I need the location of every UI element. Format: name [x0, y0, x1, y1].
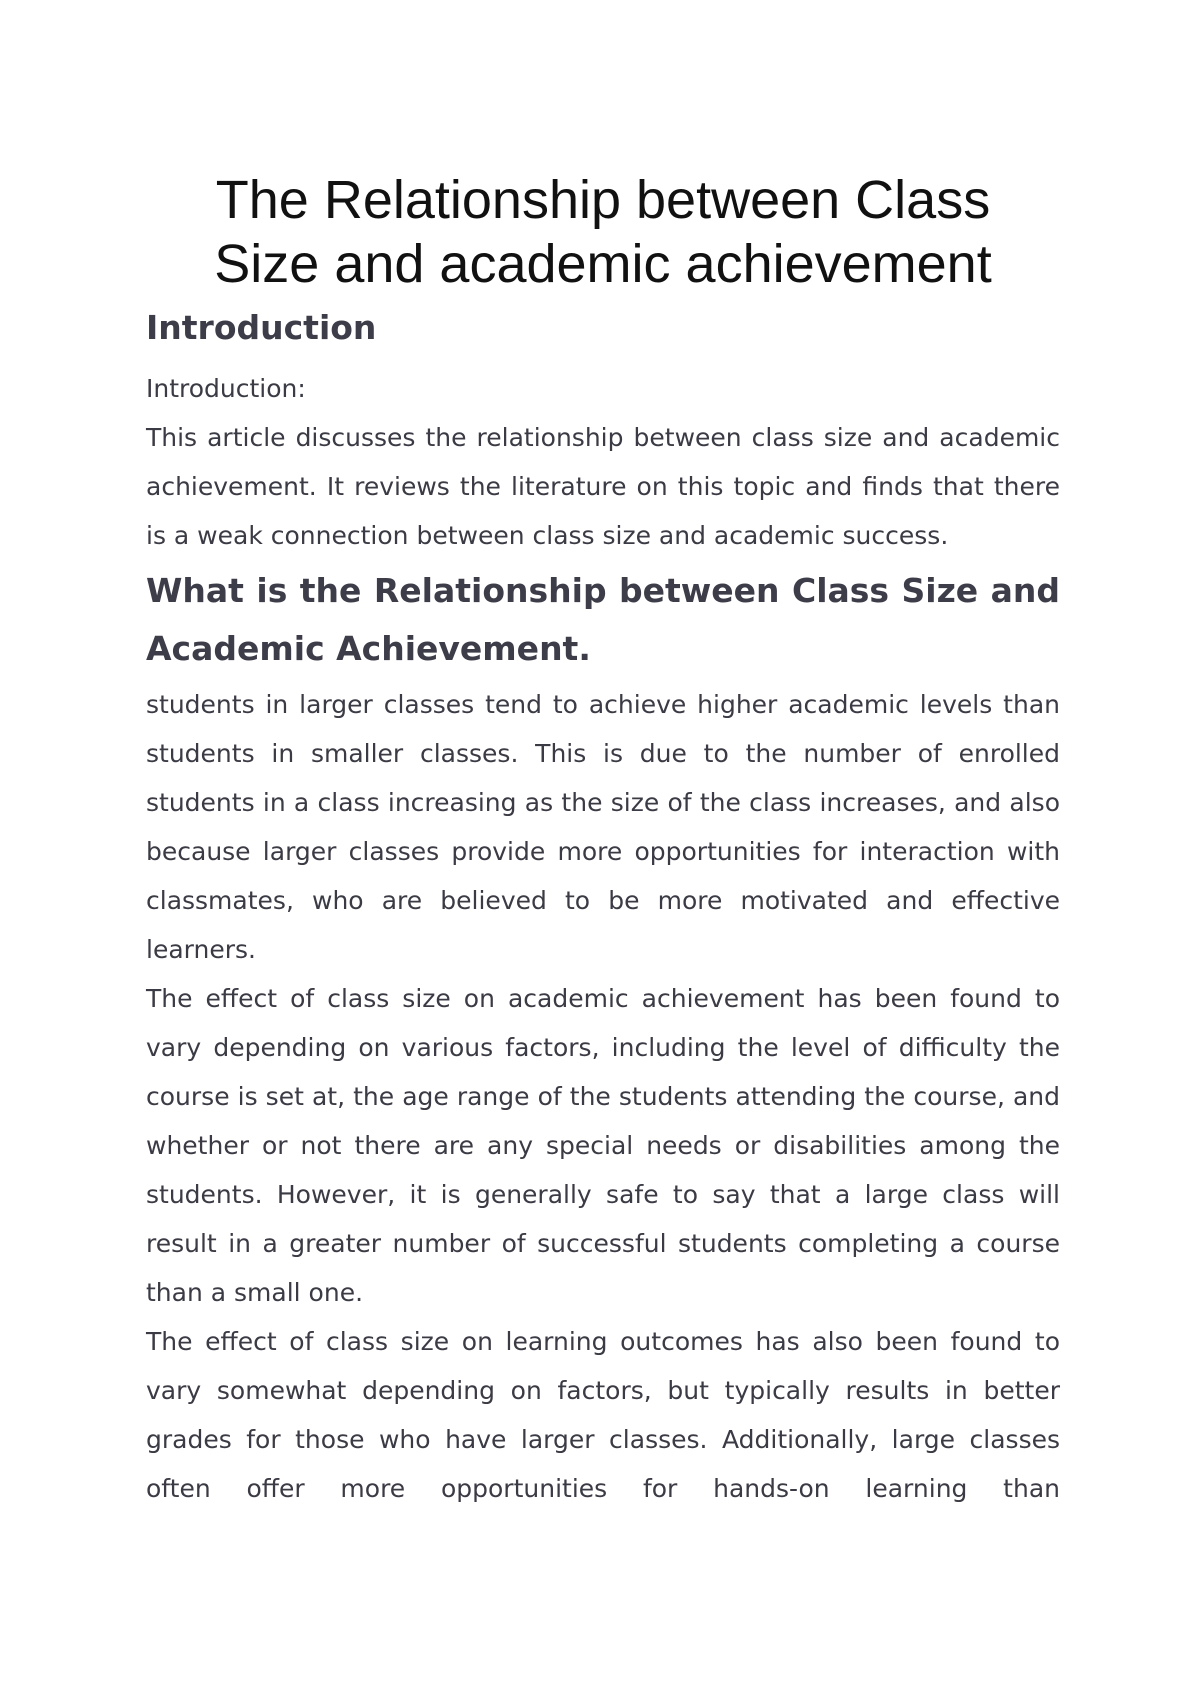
introduction-label: Introduction:	[146, 374, 306, 403]
body-paragraph-3: The effect of class size on learning outcomes has also been found to vary somewhat depending on factors, but typically results in better grades for those who have larger classes. Additionally, large classes often offer more opportunities for hands-on learning than	[146, 1327, 1060, 1503]
document-title	[146, 168, 1060, 296]
document-body	[146, 168, 1060, 1513]
introduction-paragraph: This article discusses the relationship between class size and academic achievement. It reviews the literature on this topic and finds that there is a weak connection between class size and academic success.	[146, 423, 1060, 550]
title-line-1: The Relationship between Class	[215, 170, 991, 230]
introduction-heading: Introduction	[146, 308, 377, 347]
body-paragraph-2: The effect of class size on academic achievement has been found to vary depending on various factors, including the level of difficulty the course is set at, the age range of the students attending the course, and whether or not there are any special needs or disabilities among the students. However, it is generally safe to say that a large class will result in a greater number of successful students completing a course than a small one.	[146, 984, 1060, 1307]
relationship-heading: What is the Relationship between Class Size and Academic Achievement.	[146, 571, 1060, 668]
body-paragraph-1: students in larger classes tend to achieve higher academic levels than students in smaller classes. This is due to the number of enrolled students in a class increasing as the size of the class increases, and also because larger classes provide more opportunities for interaction with classmates, who are believed to be more motivated and effective learners.	[146, 690, 1060, 964]
title-line-2: Size and academic achievement	[214, 234, 992, 294]
